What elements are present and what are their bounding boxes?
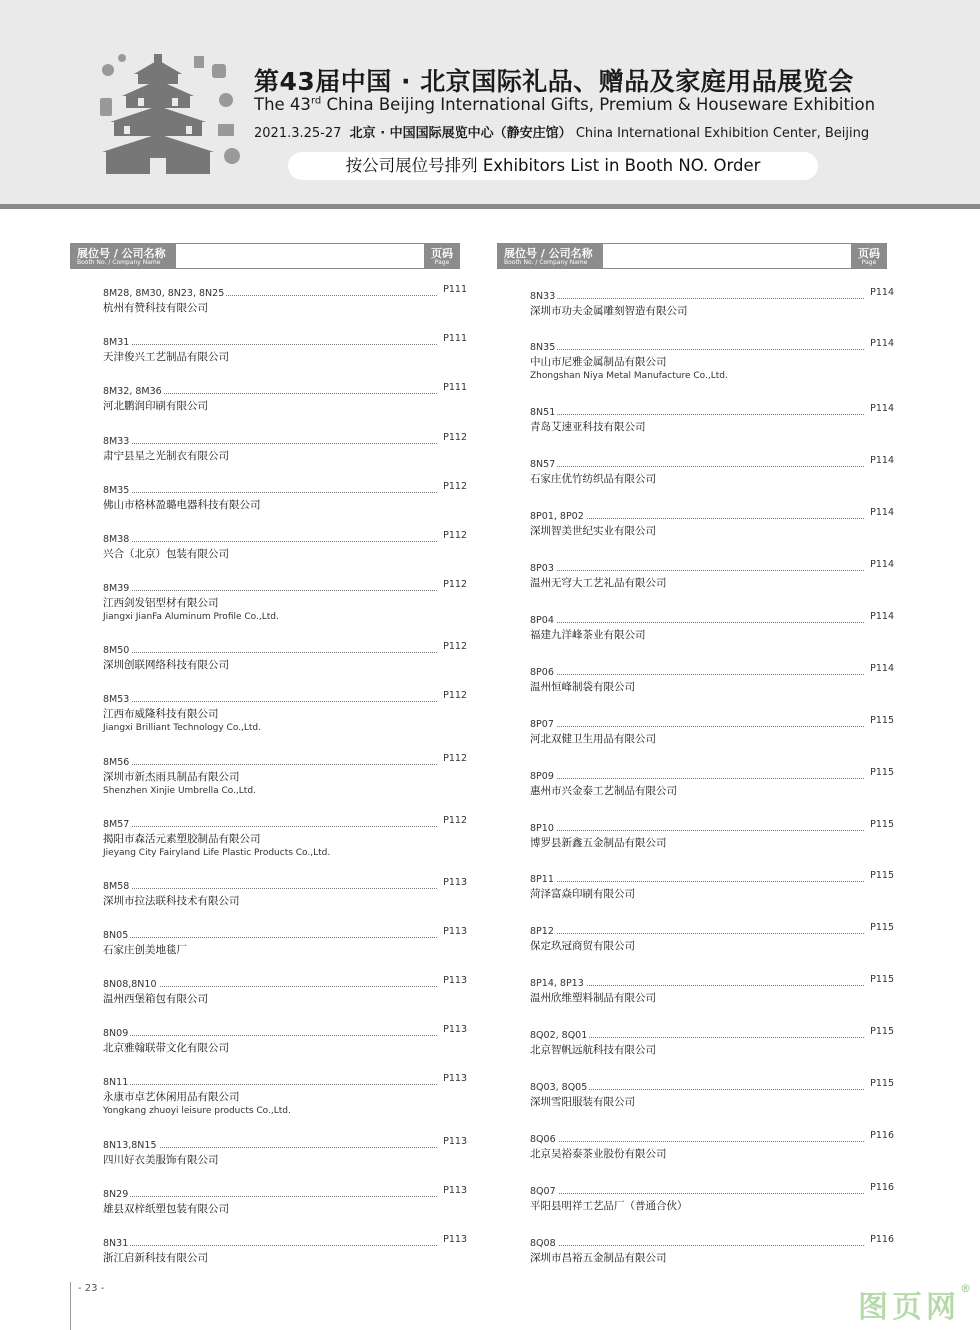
booth-row: [103, 814, 467, 832]
booth-row: [103, 480, 467, 498]
venue-cn: 北京 · 中国国际展览中心（静安庄馆）: [349, 126, 572, 141]
leader-dots: [530, 570, 864, 571]
company-name-cn: 惠州市兴金泰工艺制品有限公司: [530, 784, 677, 797]
booth-number: 8M58: [103, 880, 130, 892]
exhibition-title-en: [254, 95, 875, 114]
booth-row: [530, 1233, 894, 1251]
page-reference: P114: [870, 610, 894, 622]
leader-dots: [530, 349, 864, 350]
booth-row: [530, 1129, 894, 1147]
company-name-cn: 保定玖冠商贸有限公司: [530, 940, 635, 953]
page-reference: P115: [870, 714, 894, 726]
list-item: [103, 876, 467, 909]
booth-row: [103, 1024, 467, 1041]
list-item: [530, 610, 894, 643]
company-name-cn: 温州无穹大工艺礼品有限公司: [530, 577, 667, 590]
list-item: [530, 507, 894, 539]
booth-row: [103, 876, 467, 894]
booth-row: [530, 507, 894, 524]
page-reference: P111: [443, 284, 467, 296]
booth-number: 8M35: [103, 484, 130, 496]
booth-number: 8N11: [103, 1077, 129, 1089]
page-reference: P114: [870, 286, 894, 298]
company-name-cn: 深圳雪阳服装有限公司: [530, 1095, 635, 1108]
company-name-cn: 深圳市新杰雨具制品有限公司: [103, 770, 240, 783]
list-item: [530, 662, 894, 695]
list-item: [103, 382, 467, 414]
booth-number: 8M50: [103, 645, 130, 657]
leader-dots: [103, 764, 437, 765]
leader-dots: [103, 826, 437, 827]
company-name-cn: 兴合（北京）包装有限公司: [103, 547, 229, 560]
list-item: [530, 286, 894, 319]
list-item: [103, 690, 467, 735]
list-item: [103, 529, 467, 562]
booth-row: [530, 338, 894, 355]
company-name-cn: 博罗县新鑫五金制品有限公司: [530, 836, 667, 849]
leader-dots: [530, 466, 864, 467]
list-item: [103, 752, 467, 798]
booth-row: [103, 1233, 467, 1251]
company-name-cn: 杭州有赞科技有限公司: [103, 302, 208, 315]
booth-number: 8Q06: [530, 1133, 556, 1145]
booth-number: 8N35: [530, 342, 556, 354]
booth-row: [530, 559, 894, 576]
exhibition-title-cn: 第43届中国 · 北京国际礼品、赠品及家庭用品展览会: [254, 67, 854, 96]
booth-row: [103, 752, 467, 770]
watermark-logo: [858, 1282, 971, 1326]
booth-number: 8Q07: [530, 1185, 556, 1197]
list-item: [530, 974, 894, 1006]
list-item: [530, 1129, 894, 1162]
list-item: [103, 975, 467, 1007]
page-reference: P113: [443, 1135, 467, 1147]
company-name-cn: 北京吴裕泰茶业股份有限公司: [530, 1147, 667, 1160]
company-name-cn: 中山市尼雅金属制品有限公司: [530, 356, 667, 369]
list-item: [530, 818, 894, 851]
company-name-en: Jieyang City Fairyland Life Plastic Products Co.,Ltd.: [103, 847, 331, 858]
list-item: [530, 455, 894, 487]
booth-number: 8M28, 8M30, 8N23, 8N25: [103, 288, 225, 300]
column-header-page: [851, 243, 887, 269]
booth-row: [530, 1181, 894, 1199]
page-reference: P112: [443, 814, 467, 826]
list-item: [530, 922, 894, 954]
page-reference: P113: [443, 1184, 467, 1196]
page-reference: P113: [443, 1233, 467, 1245]
booth-row: [530, 610, 894, 628]
list-item: [530, 1233, 894, 1266]
list-item: [530, 403, 894, 435]
list-item: [103, 284, 467, 316]
company-name-cn: 温州西堡箱包有限公司: [103, 993, 208, 1006]
page-reference: P115: [870, 766, 894, 778]
booth-number: 8N05: [103, 930, 129, 942]
column-page-cn: 页码: [858, 247, 880, 260]
booth-row: [530, 818, 894, 836]
list-item: [530, 870, 894, 902]
footer-divider: [70, 1282, 71, 1330]
booth-row: [103, 333, 467, 350]
booth-number: 8M32, 8M36: [103, 386, 162, 398]
page-reference: P115: [870, 1077, 894, 1089]
leader-dots: [103, 652, 437, 653]
list-item: [530, 1026, 894, 1058]
leader-dots: [103, 1084, 437, 1085]
booth-row: [103, 579, 467, 596]
page-reference: P115: [870, 818, 894, 830]
company-name-cn: 北京雅翰联带文化有限公司: [103, 1042, 229, 1055]
leader-dots: [103, 443, 437, 444]
page-reference: P112: [443, 480, 467, 492]
booth-number: 8M57: [103, 818, 130, 830]
company-name-en: Jiangxi JianFa Aluminum Profile Co.,Ltd.: [103, 612, 279, 623]
company-name-cn: 深圳市功夫金属雕刻智造有限公司: [530, 304, 688, 317]
leader-dots: [530, 881, 864, 882]
column-header-label: [70, 243, 176, 269]
company-name-cn: 温州欣维塑料制品有限公司: [530, 992, 656, 1005]
page-reference: P114: [870, 403, 894, 415]
leader-dots: [103, 937, 437, 938]
column-label-cn: 展位号 / 公司名称: [504, 247, 593, 260]
page-reference: P114: [870, 455, 894, 467]
page-reference: P112: [443, 529, 467, 541]
booth-number: 8N09: [103, 1028, 129, 1040]
title-en-suffix: China Beijing International Gifts, Premium & Houseware Exhibition: [321, 95, 876, 114]
company-name-cn: 平阳县明祥工艺品厂（普通合伙）: [530, 1199, 688, 1212]
watermark-registered-mark: ®: [960, 1282, 971, 1295]
booth-row: [530, 714, 894, 732]
company-name-cn: 菏泽富焱印刷有限公司: [530, 888, 635, 901]
page-reference: P112: [443, 579, 467, 591]
page-reference: P112: [443, 690, 467, 702]
company-name-cn: 江西布威隆科技有限公司: [103, 708, 219, 721]
booth-row: [530, 766, 894, 784]
venue-en: China International Exhibition Center, Beijing: [575, 126, 870, 141]
booth-number: 8P06: [530, 666, 554, 678]
booth-row: [530, 974, 894, 991]
company-name-cn: 肃宁县星之光制衣有限公司: [103, 449, 229, 462]
booth-row: [103, 641, 467, 658]
company-name-cn: 北京智帆远航科技有限公司: [530, 1044, 656, 1057]
company-name-cn: 河北鹏润印刷有限公司: [103, 400, 208, 413]
booth-number: 8N33: [530, 290, 556, 302]
leader-dots: [530, 778, 864, 779]
page-reference: P116: [870, 1181, 894, 1193]
page-number: - 23 -: [78, 1283, 105, 1294]
page-reference: P111: [443, 382, 467, 394]
company-name-cn: 石家庄创美地毯厂: [103, 944, 187, 957]
list-item: [103, 431, 467, 464]
list-item: [530, 1077, 894, 1110]
company-name-cn: 天津俊兴工艺制品有限公司: [103, 351, 229, 364]
company-name-cn: 雄县双梓纸塑包装有限公司: [103, 1202, 229, 1215]
booth-number: 8Q02, 8Q01: [530, 1030, 588, 1042]
leader-dots: [103, 344, 437, 345]
column-header-bar: [603, 243, 851, 269]
leader-dots: [103, 701, 437, 702]
leader-dots: [530, 414, 864, 415]
booth-row: [103, 529, 467, 547]
right-column: [497, 243, 894, 1266]
list-item: [530, 766, 894, 799]
column-header-bar: [176, 243, 424, 269]
list-item: [530, 559, 894, 591]
booth-row: [103, 431, 467, 449]
company-name-cn: 青岛艾速亚科技有限公司: [530, 421, 646, 434]
booth-number: 8M39: [103, 583, 130, 595]
booth-row: [530, 922, 894, 939]
page-reference: P113: [443, 975, 467, 987]
company-name-cn: 佛山市格林盈璐电器科技有限公司: [103, 498, 261, 511]
page-reference: P114: [870, 507, 894, 519]
company-name-cn: 深圳市拉法联科技术有限公司: [103, 894, 240, 907]
company-name-cn: 深圳市昌裕五金制品有限公司: [530, 1251, 667, 1264]
list-item: [530, 338, 894, 383]
left-entry-list: [70, 284, 467, 1266]
page-reference: P113: [443, 1024, 467, 1036]
booth-row: [530, 870, 894, 887]
list-item: [103, 1135, 467, 1168]
booth-number: 8M33: [103, 435, 130, 447]
watermark-text: 图页网: [858, 1290, 960, 1325]
list-item: [103, 641, 467, 673]
page-reference: P116: [870, 1129, 894, 1141]
booth-number: 8P10: [530, 822, 554, 834]
list-order-banner: 按公司展位号排列 Exhibitors List in Booth NO. Order: [288, 152, 818, 180]
column-label-en: Booth No. / Company Name: [504, 259, 588, 266]
booth-number: 8Q03, 8Q05: [530, 1081, 588, 1093]
list-item: [530, 1181, 894, 1214]
list-item: [530, 714, 894, 747]
leader-dots: [103, 1035, 437, 1036]
page-reference: P113: [443, 1073, 467, 1085]
column-header: [497, 243, 887, 269]
booth-number: 8N08,8N10: [103, 979, 157, 991]
list-item: [103, 926, 467, 958]
booth-row: [530, 662, 894, 680]
booth-number: 8P14, 8P13: [530, 978, 584, 990]
company-name-cn: 浙江启新科技有限公司: [103, 1251, 208, 1264]
booth-number: 8N31: [103, 1237, 129, 1249]
booth-number: 8N13,8N15: [103, 1139, 157, 1151]
page-reference: P113: [443, 926, 467, 938]
booth-row: [103, 975, 467, 992]
company-name-cn: 福建九洋峰茶业有限公司: [530, 628, 646, 641]
booth-row: [103, 690, 467, 707]
page-reference: P116: [870, 1233, 894, 1245]
booth-number: 8M38: [103, 533, 130, 545]
page-reference: P114: [870, 662, 894, 674]
booth-number: 8P04: [530, 614, 554, 626]
booth-number: 8Q08: [530, 1237, 556, 1249]
company-name-en: Zhongshan Niya Metal Manufacture Co.,Ltd.: [530, 371, 728, 382]
booth-row: [103, 926, 467, 943]
exhibition-date: 2021.3.25-27: [254, 126, 342, 141]
column-header: [70, 243, 460, 269]
company-name-en: Jiangxi Brilliant Technology Co.,Ltd.: [103, 723, 262, 734]
company-name-cn: 河北双健卫生用品有限公司: [530, 732, 656, 745]
company-name-cn: 温州恒峰制袋有限公司: [530, 680, 635, 693]
leader-dots: [530, 726, 864, 727]
column-page-cn: 页码: [431, 247, 453, 260]
exhibition-date-venue: [254, 122, 869, 141]
leader-dots: [103, 590, 437, 591]
column-page-en: Page: [861, 259, 877, 266]
page-reference: P112: [443, 752, 467, 764]
company-name-cn: 江西剑发铝型材有限公司: [103, 597, 219, 610]
page-reference: P115: [870, 922, 894, 934]
booth-number: 8P07: [530, 718, 554, 730]
leader-dots: [530, 1193, 864, 1194]
booth-number: 8M53: [103, 694, 130, 706]
list-item: [103, 480, 467, 513]
booth-row: [103, 1073, 467, 1090]
company-name-cn: 永康市卓艺休闲用品有限公司: [103, 1091, 240, 1104]
company-name-en: Shenzhen Xinjie Umbrella Co.,Ltd.: [103, 785, 256, 796]
booth-row: [530, 286, 894, 304]
title-en-prefix: The 43: [254, 95, 311, 114]
booth-row: [530, 403, 894, 420]
leader-dots: [103, 541, 437, 542]
leader-dots: [103, 492, 437, 493]
page-header: [0, 0, 980, 209]
leader-dots: [530, 674, 864, 675]
booth-number: 8P11: [530, 874, 554, 886]
page-reference: P112: [443, 641, 467, 653]
leader-dots: [530, 298, 864, 299]
leader-dots: [530, 1141, 864, 1142]
booth-row: [530, 1026, 894, 1043]
page-reference: P115: [870, 974, 894, 986]
company-name-cn: 揭阳市森活元素塑胶制品有限公司: [103, 832, 261, 845]
list-item: [103, 1233, 467, 1266]
leader-dots: [103, 1245, 437, 1246]
list-item: [103, 1073, 467, 1118]
company-name-cn: 四川好衣美服饰有限公司: [103, 1153, 219, 1166]
column-label-en: Booth No. / Company Name: [77, 259, 161, 266]
booth-number: 8N57: [530, 459, 556, 471]
booth-number: 8N51: [530, 407, 556, 419]
booth-number: 8P03: [530, 563, 554, 575]
page-reference: P112: [443, 431, 467, 443]
left-column: [70, 243, 467, 1266]
booth-number: 8P12: [530, 926, 554, 938]
column-header-page: [424, 243, 460, 269]
leader-dots: [530, 830, 864, 831]
leader-dots: [530, 622, 864, 623]
list-item: [103, 1184, 467, 1217]
title-en-ordinal: rd: [310, 95, 322, 107]
booth-number: 8M31: [103, 337, 130, 349]
page-reference: P113: [443, 876, 467, 888]
page-reference: P115: [870, 870, 894, 882]
page-reference: P115: [870, 1026, 894, 1038]
page-reference: P114: [870, 559, 894, 571]
exhibition-logo-icon: [94, 52, 244, 176]
list-item: [103, 814, 467, 860]
page-reference: P111: [443, 333, 467, 345]
booth-row: [103, 1184, 467, 1202]
booth-row: [530, 455, 894, 472]
booth-row: [103, 382, 467, 399]
company-name-cn: 深圳智美世纪实业有限公司: [530, 525, 656, 538]
right-entry-list: [497, 286, 894, 1266]
booth-number: 8P01, 8P02: [530, 511, 584, 523]
booth-number: 8N29: [103, 1188, 129, 1200]
company-name-cn: 石家庄优竹纺织品有限公司: [530, 473, 656, 486]
list-item: [103, 333, 467, 365]
page-reference: P114: [870, 338, 894, 350]
company-name-en: Yongkang zhuoyi leisure products Co.,Ltd.: [103, 1106, 291, 1117]
column-label-cn: 展位号 / 公司名称: [77, 247, 166, 260]
booth-number: 8P09: [530, 770, 554, 782]
booth-number: 8M56: [103, 756, 130, 768]
booth-row: [103, 284, 467, 301]
company-name-cn: 深圳创联网络科技有限公司: [103, 659, 229, 672]
leader-dots: [530, 1245, 864, 1246]
leader-dots: [530, 933, 864, 934]
column-header-label: [497, 243, 603, 269]
leader-dots: [103, 1196, 437, 1197]
column-page-en: Page: [434, 259, 450, 266]
list-item: [103, 1024, 467, 1056]
booth-row: [103, 1135, 467, 1153]
booth-row: [530, 1077, 894, 1095]
leader-dots: [103, 888, 437, 889]
list-item: [103, 579, 467, 624]
